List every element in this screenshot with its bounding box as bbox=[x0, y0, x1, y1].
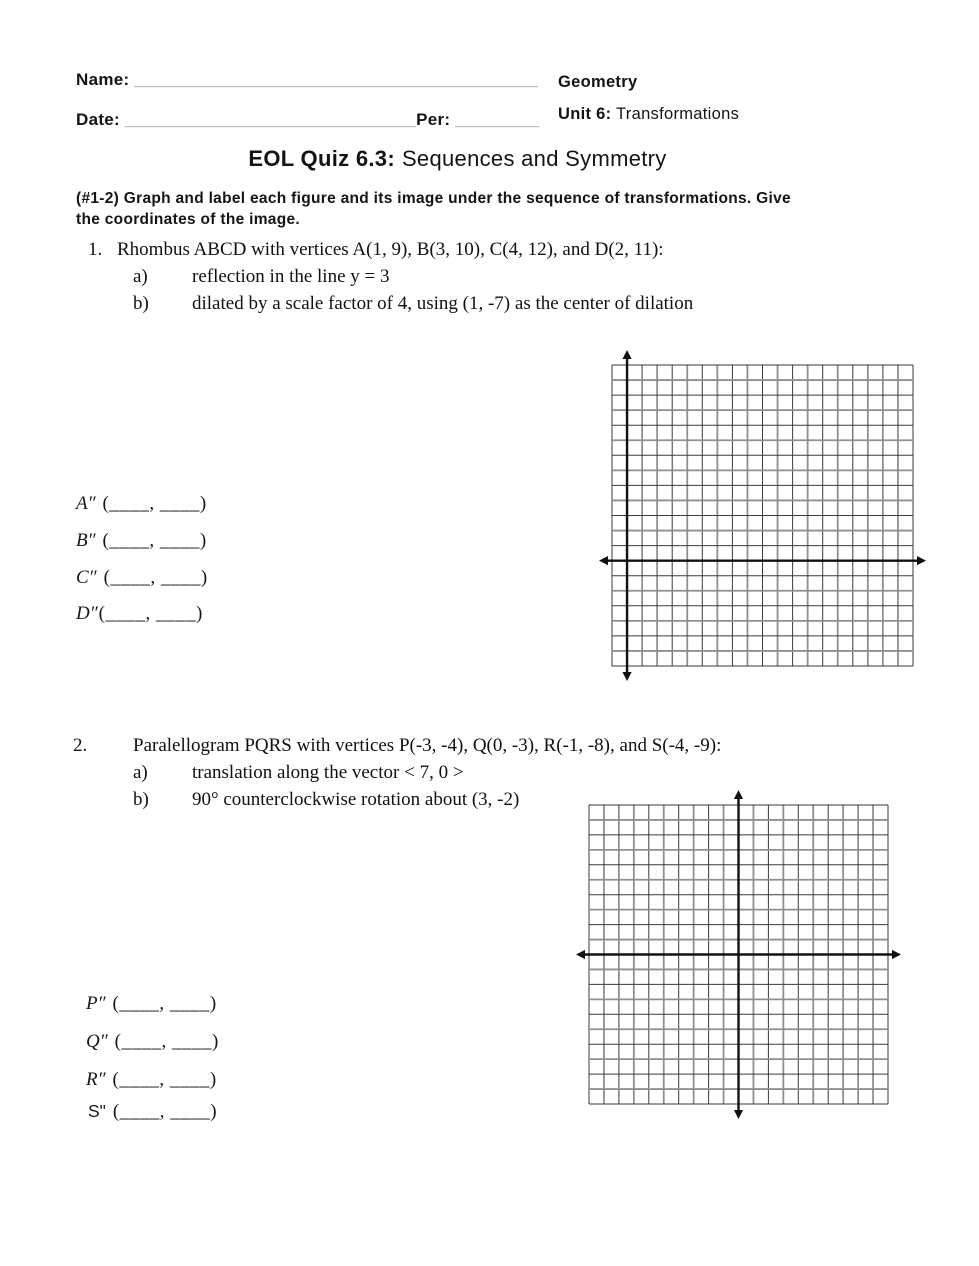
answer-blank-b: (____, ____) bbox=[102, 530, 207, 551]
coordinate-grid-1 bbox=[596, 346, 936, 690]
problem-2-part-a-label: a) bbox=[133, 762, 148, 783]
per-blank-line: _________ bbox=[455, 112, 540, 129]
date-row bbox=[76, 110, 540, 130]
problem-1-part-a-label: a) bbox=[133, 266, 148, 287]
answer-label-s: S" bbox=[88, 1101, 106, 1121]
answer-label-b: B″ bbox=[76, 530, 96, 551]
unit-label: Unit 6: bbox=[558, 105, 612, 123]
instructions-line-1: (#1-2) Graph and label each figure and its image under the sequence of transformations. Give bbox=[76, 190, 791, 207]
answer-row-c bbox=[76, 567, 208, 589]
problem-1-part-b-label: b) bbox=[133, 293, 149, 314]
problem-2-part-a-text: translation along the vector < 7, 0 > bbox=[192, 762, 464, 783]
problem-2-part-b-label: b) bbox=[133, 789, 149, 810]
answer-row-s bbox=[88, 1101, 217, 1123]
answer-blank-q: (____, ____) bbox=[114, 1031, 219, 1052]
page-title bbox=[0, 146, 915, 172]
answer-blank-a: (____, ____) bbox=[102, 493, 207, 514]
problem-2-statement: Paralellogram PQRS with vertices P(-3, -4), Q(0, -3), R(-1, -8), and S(-4, -9): bbox=[133, 735, 722, 756]
answer-row-q bbox=[86, 1031, 219, 1053]
unit-value: Transformations bbox=[616, 105, 740, 123]
problem-2-part-b-text: 90° counterclockwise rotation about (3, -2) bbox=[192, 789, 520, 810]
name-blank-line: ___________________________________________ bbox=[134, 72, 539, 89]
answer-blank-s: (____, ____) bbox=[112, 1101, 218, 1122]
answer-label-c: C″ bbox=[76, 567, 97, 588]
answer-label-r: R″ bbox=[86, 1069, 106, 1090]
answer-label-q: Q″ bbox=[86, 1031, 108, 1052]
answer-row-a bbox=[76, 493, 207, 515]
problem-1-part-b-text: dilated by a scale factor of 4, using (1, -7) as the center of dilation bbox=[192, 293, 694, 314]
name-label: Name: bbox=[76, 70, 130, 89]
problem-2-number: 2. bbox=[73, 735, 88, 756]
name-row bbox=[76, 70, 538, 90]
date-label: Date: bbox=[76, 110, 121, 129]
problem-1-statement: Rhombus ABCD with vertices A(1, 9), B(3, 10), C(4, 12), and D(2, 11): bbox=[117, 239, 664, 260]
date-blank-line: _______________________________ bbox=[124, 112, 417, 129]
answer-label-a: A″ bbox=[76, 493, 96, 514]
page-title-rest: Sequences and Symmetry bbox=[401, 146, 667, 171]
problem-1-part-a-text: reflection in the line y = 3 bbox=[192, 266, 390, 287]
answer-row-p bbox=[86, 993, 217, 1015]
answer-row-b bbox=[76, 530, 207, 552]
answer-label-p: P″ bbox=[86, 993, 106, 1014]
page-title-prefix: EOL Quiz 6.3: bbox=[248, 146, 395, 171]
course-title: Geometry bbox=[558, 73, 638, 91]
answer-blank-r: (____, ____) bbox=[112, 1069, 217, 1090]
instructions bbox=[76, 188, 791, 230]
answer-blank-p: (____, ____) bbox=[112, 993, 217, 1014]
per-label: Per: bbox=[416, 110, 451, 129]
answer-blank-c: (____, ____) bbox=[103, 567, 208, 588]
unit-line bbox=[558, 105, 739, 124]
problem-1-number: 1. bbox=[88, 239, 103, 260]
answer-blank-d: (____, ____) bbox=[98, 603, 203, 624]
answer-label-d: D″ bbox=[76, 603, 98, 624]
answer-row-r bbox=[86, 1069, 217, 1091]
coordinate-grid-2 bbox=[573, 786, 913, 1130]
instructions-line-2: the coordinates of the image. bbox=[76, 211, 301, 228]
answer-row-d bbox=[76, 603, 203, 625]
